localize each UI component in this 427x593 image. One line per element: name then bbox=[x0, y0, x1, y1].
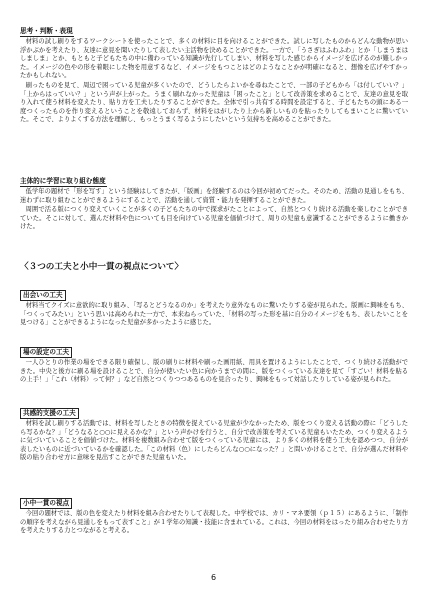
subsection-heading: 出会いの工夫 bbox=[20, 290, 66, 301]
paragraph: 材料を試し刷りする活動では、材料を写したときの特徴を捉えている児童が少なかったため、版をつくり変える活動の際に「どうしたら写るかな？」「どうなると○○に見えるかな？」という声かけを行うと、自分で改善策を考えている児童もいたため、つくり変えるように気づいていることを価値づけた。材料を複数組み合わせて版をつくっている児童には、より多くの材料を使う工夫を認めつつ、自分が表したいものに近づいているかを確認した。「この材料（色）にしたらどんな○○になった？」と問いかけることで、自分が選んだ材料や版の貼り合わせ方に意味を見出すことができた児童もいた。 bbox=[20, 420, 408, 462]
main-title: 〈３つの工夫と小中一貫の視点について〉 bbox=[20, 262, 184, 272]
section-thinking bbox=[20, 18, 408, 125]
section-heading: 主体的に学習に取り組む態度 bbox=[20, 177, 106, 185]
paragraph: 周囲で活る版につくり変えていくことが多くの子どもたちの中で探求がたことによって、自然とつくり続ける活動を楽しむことができていた。そこに対して、選んだ材料や色についても目を向けている児童を価値づけて、周りの児童も意識することができるように働きかけた。 bbox=[20, 206, 408, 231]
subsection-encounter bbox=[20, 282, 408, 328]
subsection-heading: 場の設定の工夫 bbox=[20, 347, 72, 358]
paragraph: 低学年の題材で「形を写す」という経験はしてきたが、「版画」を経験するのは今回が初めてだった。そのため、活動の見通しをもち、迷わずに取り組むことができるようにすることで、活動を通して資質・能力を発揮することができた。 bbox=[20, 188, 408, 204]
section-heading: 思考・判断・表現 bbox=[20, 27, 73, 35]
paragraph: 刷ったものを見て、周辺で困っている児童が多くいたので、どうしたらよいかを尋ねたことで、一部の子どもから「は付していい？」「上からはっていい？」という声が上がった。うまく刷れなかった児童は「困ったこと」として改善策を求めることで、友達の意見を取り入れて使う材料を変えたり、貼り方を工夫したりすることができた。全体で引っ共有する時間を設定すると、子どもたちの頭にある一度つくったものを作り変えるということを敬遠しておらず、材料をはがしたり上から新しいものを貼ったりしてもまいことに驚いていた。そこで、よりよくする方法を理解し、もっとうまく写るようにしたいという気持ちを高めることができた。 bbox=[20, 81, 408, 124]
paragraph: 材料当てクイズに意欲的に取り組み、「写るとどうなるのか」を考えたり意外なものに驚いたりする姿が見られた。版画に興味をもち、「つくってみたい」という思いは高められた一方で、本来ねらっていた、「材料の写った形を基に自分のイメージをもち、表したいことを見つける」ことができるようになった児童が多かったように感じた。 bbox=[20, 302, 408, 327]
paragraph: 材料の試し刷りをするワークシートを使ったことで、多くの材料に目を向けることができた。試しに写したものからどんな動物が思い浮かぶかを考えたり、友達に意見を聞いたりして表したい主活物を決めることができた。一方で、「うさぎはふわふわ」とか「しまうまはしましま」とか、もともと子どもたちの中に備わっている知識が先行してしまい、材料を写した感じからイメージを広げるのが難しかった。イメージの色やの形を着眼にした物を用意するなど、イメージをもつことはどのようなことかが明確になると、想像を広げやすかったかもしれない。 bbox=[20, 38, 408, 80]
paragraph: 今回の題材では、版の色を変えたり材料を組み合わせたりして表現した。中学校では、カリ・マネ要領（ｐ１５）にあるように、「制作の順序を考えながら見通しをもって表すこと」が１学年の知識・技能に含まれている。これは、今回の材料をはったり組み合わせたり方を考えたりする力とつながると考える。 bbox=[20, 510, 408, 535]
page-number: 6 bbox=[210, 573, 217, 582]
subsection-setting bbox=[20, 339, 408, 385]
paragraph: 一人ひとりの作業の場をできる限り確保し、版の刷りに材料や刷った画用紙、用具を置けるようにしたことで、つくり続ける活動ができた。中央と後方に刷る場を設けることで、自分が使いたい色に向かうまでの間に、版をつくっている友達を見て「すごい！材料を貼るの上手！」「これ（材料）って何？」など自然とつくりつつあるものを見合ったり、興味をもって対話したりしている姿が見られた。 bbox=[20, 359, 408, 384]
subsection-support bbox=[20, 400, 408, 463]
section-attitude bbox=[20, 168, 408, 232]
subsection-heading: 小中一貫の視点 bbox=[20, 498, 72, 509]
subsection-continuity bbox=[20, 490, 408, 536]
subsection-heading: 共感的支援の工夫 bbox=[20, 408, 79, 419]
